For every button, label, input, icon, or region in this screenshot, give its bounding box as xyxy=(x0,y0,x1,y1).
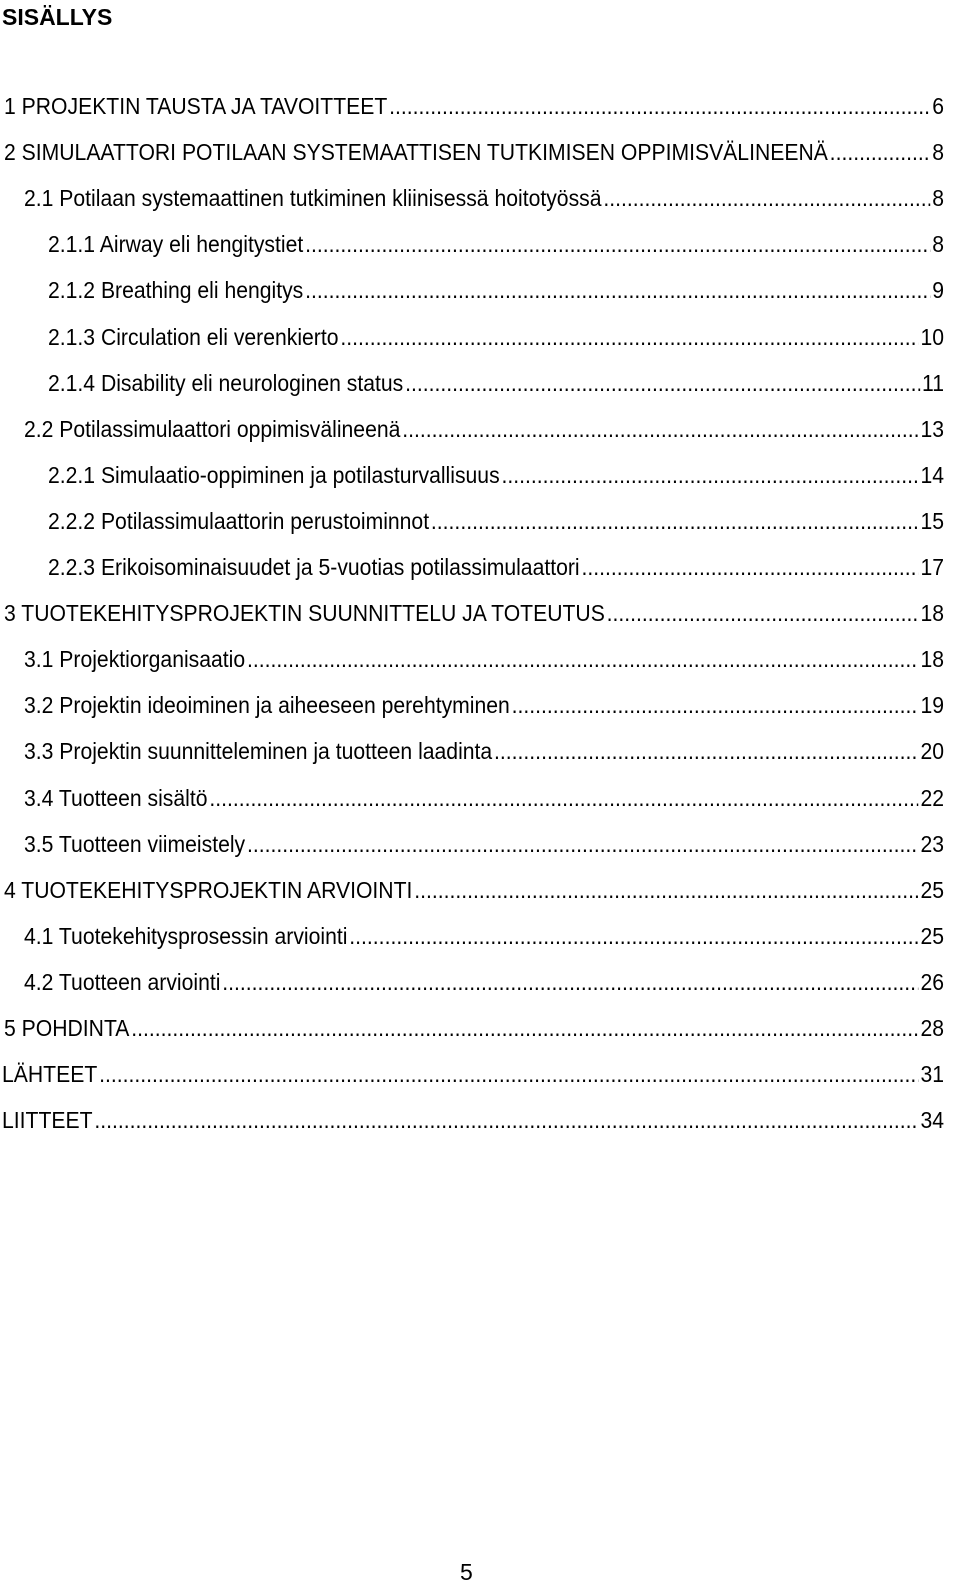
toc-entry-title: LÄHTEET xyxy=(2,1061,98,1088)
toc-entry[interactable] xyxy=(4,1012,944,1044)
toc-entry[interactable] xyxy=(24,735,944,767)
toc-entry-title: 2.2.2 Potilassimulaattorin perustoiminnot xyxy=(48,507,430,534)
toc-entry-page: 10 xyxy=(920,323,944,350)
toc-leader-dots xyxy=(494,735,919,767)
toc-leader-dots xyxy=(405,367,920,399)
toc-leader-dots xyxy=(431,505,919,537)
toc-leader-dots xyxy=(349,920,918,952)
toc-entry-page: 11 xyxy=(922,369,944,396)
toc-entry-page: 25 xyxy=(920,922,944,949)
toc-leader-dots xyxy=(512,689,919,721)
toc-leader-dots xyxy=(607,597,919,629)
page-number: 5 xyxy=(460,1559,473,1585)
toc-leader-dots xyxy=(830,136,931,168)
toc-entry-page: 15 xyxy=(920,507,944,534)
toc-entry-page: 28 xyxy=(920,1015,944,1041)
toc-entry[interactable] xyxy=(24,782,944,814)
toc-leader-dots xyxy=(247,828,919,860)
toc-entry-page: 20 xyxy=(920,738,944,765)
toc-leader-dots xyxy=(209,782,918,814)
toc-entry-page: 18 xyxy=(920,600,944,627)
toc-entry-title: 4.1 Tuotekehitysprosessin arviointi xyxy=(24,922,348,949)
toc-entry-page: 8 xyxy=(932,185,944,212)
toc-entry[interactable] xyxy=(4,874,944,906)
toc-entry[interactable] xyxy=(48,505,944,537)
toc-entry-page: 6 xyxy=(932,93,944,119)
toc-entry-title: 2.1 Potilaan systemaattinen tutkiminen kliinisessä hoitotyössä xyxy=(24,185,602,212)
toc-leader-dots xyxy=(414,874,918,906)
toc-entry-title: 2 SIMULAATTORI POTILAAN SYSTEMAATTISEN TUTKIMISEN OPPIMISVÄLINEENÄ xyxy=(4,139,828,166)
toc-entry-page: 34 xyxy=(920,1107,944,1134)
toc-entry[interactable] xyxy=(24,182,944,214)
toc-entry[interactable] xyxy=(24,966,944,998)
toc-entry-title: 3.3 Projektin suunnitteleminen ja tuotteen laadinta xyxy=(24,738,493,765)
toc-entry-title: 2.1.3 Circulation eli verenkierto xyxy=(48,323,339,350)
toc-leader-dots xyxy=(502,459,919,491)
toc-entry-title: 3.2 Projektin ideoiminen ja aiheeseen perehtyminen xyxy=(24,692,510,719)
toc-entry[interactable] xyxy=(48,228,944,260)
toc-entry[interactable] xyxy=(4,90,944,122)
toc-entry[interactable] xyxy=(48,551,944,583)
toc-entry-title: 4.2 Tuotteen arviointi xyxy=(24,968,221,995)
toc-leader-dots xyxy=(603,182,930,214)
toc-entry-page: 17 xyxy=(920,554,944,580)
toc-entry-title: 2.2.1 Simulaatio-oppiminen ja potilasturvallisuus xyxy=(48,461,500,488)
toc-entry-title: 3.5 Tuotteen viimeistely xyxy=(24,830,246,857)
toc-entry-title: 5 POHDINTA xyxy=(4,1015,130,1041)
toc-entry-page: 22 xyxy=(920,784,944,811)
toc-entry[interactable] xyxy=(24,828,944,860)
toc-leader-dots xyxy=(402,413,918,445)
toc-entry-title: 1 PROJEKTIN TAUSTA JA TAVOITTEET xyxy=(4,93,388,119)
toc-entry-page: 23 xyxy=(920,830,944,857)
toc-entry-title: 2.1.1 Airway eli hengitystiet xyxy=(48,231,304,258)
toc-entry[interactable] xyxy=(24,920,944,952)
toc-entry-page: 18 xyxy=(920,646,944,673)
toc-entry-title: 3.4 Tuotteen sisältö xyxy=(24,784,208,811)
toc-entry[interactable] xyxy=(48,274,944,306)
toc-entry-title: 2.1.4 Disability eli neurologinen status xyxy=(48,369,404,396)
toc-entry-page: 26 xyxy=(920,968,944,995)
toc-entry[interactable] xyxy=(4,597,944,629)
toc-entry-title: 2.2.3 Erikoisominaisuudet ja 5-vuotias potilassimulaattori xyxy=(48,554,580,580)
toc-entry[interactable] xyxy=(2,1058,944,1090)
toc-entry-title: 3.1 Projektiorganisaatio xyxy=(24,646,246,673)
toc-leader-dots xyxy=(247,643,919,675)
toc-heading: SISÄLLYS xyxy=(2,4,113,30)
toc-entry-title: 2.1.2 Breathing eli hengitys xyxy=(48,277,304,304)
toc-entry[interactable] xyxy=(24,689,944,721)
toc-entry[interactable] xyxy=(48,321,944,353)
toc-entry-page: 25 xyxy=(920,876,944,903)
toc-entry-page: 8 xyxy=(932,139,944,166)
toc-entry-page: 31 xyxy=(920,1061,944,1088)
toc-entry-page: 13 xyxy=(920,415,944,442)
toc-entry-title: 4 TUOTEKEHITYSPROJEKTIN ARVIOINTI xyxy=(4,876,413,903)
toc-entry[interactable] xyxy=(24,643,944,675)
toc-leader-dots xyxy=(305,228,930,260)
toc-entry-title: 2.2 Potilassimulaattori oppimisvälineenä xyxy=(24,415,401,442)
toc-entry-title: 3 TUOTEKEHITYSPROJEKTIN SUUNNITTELU JA TOTEUTUS xyxy=(4,600,605,627)
toc-entry[interactable] xyxy=(4,136,944,168)
toc-leader-dots xyxy=(389,90,930,122)
toc-entry-page: 14 xyxy=(920,461,944,488)
toc-entry-page: 19 xyxy=(920,692,944,719)
toc-entry-page: 9 xyxy=(932,277,944,304)
toc-leader-dots xyxy=(305,274,930,306)
toc-leader-dots xyxy=(340,321,918,353)
toc-entry-title: LIITTEET xyxy=(2,1107,93,1134)
toc-leader-dots xyxy=(581,551,918,583)
toc-entry[interactable] xyxy=(2,1104,944,1136)
toc-entry-page: 8 xyxy=(932,231,944,258)
toc-entry[interactable] xyxy=(24,413,944,445)
toc-leader-dots xyxy=(94,1104,918,1136)
toc-leader-dots xyxy=(99,1058,919,1090)
toc-leader-dots xyxy=(131,1012,918,1044)
toc-entry[interactable] xyxy=(48,459,944,491)
toc-leader-dots xyxy=(222,966,918,998)
toc-entry[interactable] xyxy=(48,367,944,399)
